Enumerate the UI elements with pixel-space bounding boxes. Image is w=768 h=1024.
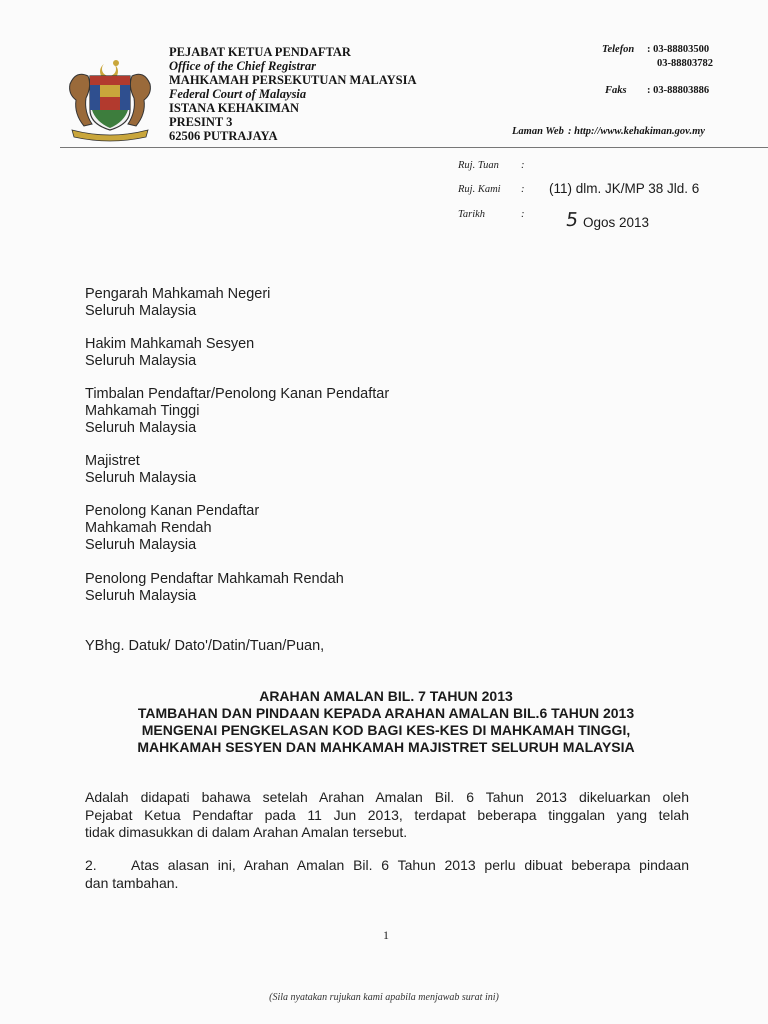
- ruj-kami-label: Ruj. Kami: [458, 184, 501, 195]
- page-number: 1: [383, 928, 389, 942]
- web-label: Laman Web: [512, 126, 564, 137]
- recipient-line: Penolong Pendaftar Mahkamah Rendah: [85, 571, 344, 587]
- recipient-line: Seluruh Malaysia: [85, 537, 197, 553]
- court-name-en: Federal Court of Malaysia: [169, 87, 307, 101]
- title-line: ARAHAN AMALAN BIL. 7 TAHUN 2013: [259, 688, 513, 704]
- recipient-group-6: [85, 571, 344, 605]
- recipient-line: Mahkamah Tinggi: [85, 403, 200, 419]
- recipient-line: Pengarah Mahkamah Negeri: [85, 286, 271, 302]
- recipient-line: Timbalan Pendaftar/Penolong Kanan Pendaftar: [85, 386, 390, 402]
- recipient-group-5: [85, 503, 259, 554]
- recipient-line: Seluruh Malaysia: [85, 303, 197, 319]
- recipient-line: Majistret: [85, 453, 140, 469]
- letterhead-divider: [60, 147, 768, 148]
- paragraph-2-line-2: dan tambahan.: [85, 875, 179, 891]
- recipient-line: Seluruh Malaysia: [85, 588, 197, 604]
- recipient-line: Seluruh Malaysia: [85, 353, 197, 369]
- web-value: : http://www.kehakiman.gov.my: [568, 126, 705, 137]
- recipient-group-3: [85, 386, 389, 437]
- ruj-tuan-colon: :: [521, 160, 525, 171]
- paragraph-line: Adalah didapati bahawa setelah Arahan Amalan Bil. 6 Tahun 2013 dikeluarkan oleh: [85, 789, 689, 805]
- ruj-kami-value: (11) dlm. JK/MP 38 Jld. 6: [549, 181, 700, 196]
- salutation: YBhg. Datuk/ Dato'/Datin/Tuan/Puan,: [85, 638, 325, 654]
- footer-note: (Sila nyatakan rujukan kami apabila menjawab surat ini): [269, 992, 499, 1003]
- recipient-group-2: [85, 336, 254, 370]
- office-name-ms: PEJABAT KETUA PENDAFTAR: [169, 45, 351, 59]
- recipient-group-4: [85, 453, 196, 487]
- faks-value: : 03-88803886: [647, 85, 710, 96]
- title-line: TAMBAHAN DAN PINDAAN KEPADA ARAHAN AMALAN BIL.6 TAHUN 2013: [137, 705, 635, 721]
- precinct: PRESINT 3: [169, 115, 233, 129]
- tarikh-value: Ogos 2013: [583, 215, 650, 230]
- paragraph-line: Pejabat Ketua Pendaftar pada 11 Jun 2013, terdapat beberapa tinggalan yang telah: [85, 806, 689, 823]
- recipient-line: Penolong Kanan Pendaftar: [85, 503, 260, 519]
- telefon-value-2: 03-88803782: [657, 58, 713, 69]
- tarikh-colon: :: [521, 209, 525, 220]
- paragraph-line: tidak dimasukkan di dalam Arahan Amalan tersebut.: [85, 824, 408, 840]
- tarikh-label: Tarikh: [458, 209, 486, 220]
- paragraph-2-number: 2.: [85, 857, 97, 873]
- postcode-city: 62506 PUTRAJAYA: [169, 129, 278, 143]
- title-line: MENGENAI PENGKELASAN KOD BAGI KES-KES DI MAHKAMAH TINGGI,: [141, 722, 631, 738]
- ruj-tuan-label: Ruj. Tuan: [458, 160, 499, 171]
- paragraph-1: [85, 789, 689, 842]
- telefon-value-1: : 03-88803500: [647, 44, 710, 55]
- recipient-line: Seluruh Malaysia: [85, 420, 197, 436]
- tarikh-day-handwritten: 5: [564, 209, 580, 231]
- court-name-ms: MAHKAMAH PERSEKUTUAN MALAYSIA: [169, 73, 417, 87]
- telefon-label: Telefon: [602, 44, 635, 55]
- faks-label: Faks: [605, 85, 627, 96]
- recipient-line: Hakim Mahkamah Sesyen: [85, 336, 255, 352]
- ruj-kami-colon: :: [521, 184, 525, 195]
- letterhead-address: [169, 45, 416, 143]
- building-name: ISTANA KEHAKIMAN: [169, 101, 299, 115]
- paragraph-2-line-1: Atas alasan ini, Arahan Amalan Bil. 6 Tahun 2013 perlu dibuat beberapa pindaan: [131, 857, 689, 873]
- coat-of-arms-icon: [60, 54, 160, 142]
- office-name-en: Office of the Chief Registrar: [169, 59, 316, 73]
- title-line: MAHKAMAH SESYEN DAN MAHKAMAH MAJISTRET SELURUH MALAYSIA: [137, 739, 635, 755]
- recipient-line: Seluruh Malaysia: [85, 470, 197, 486]
- document-title: [60, 688, 712, 756]
- recipient-line: Mahkamah Rendah: [85, 520, 212, 536]
- recipient-group-1: [85, 286, 270, 320]
